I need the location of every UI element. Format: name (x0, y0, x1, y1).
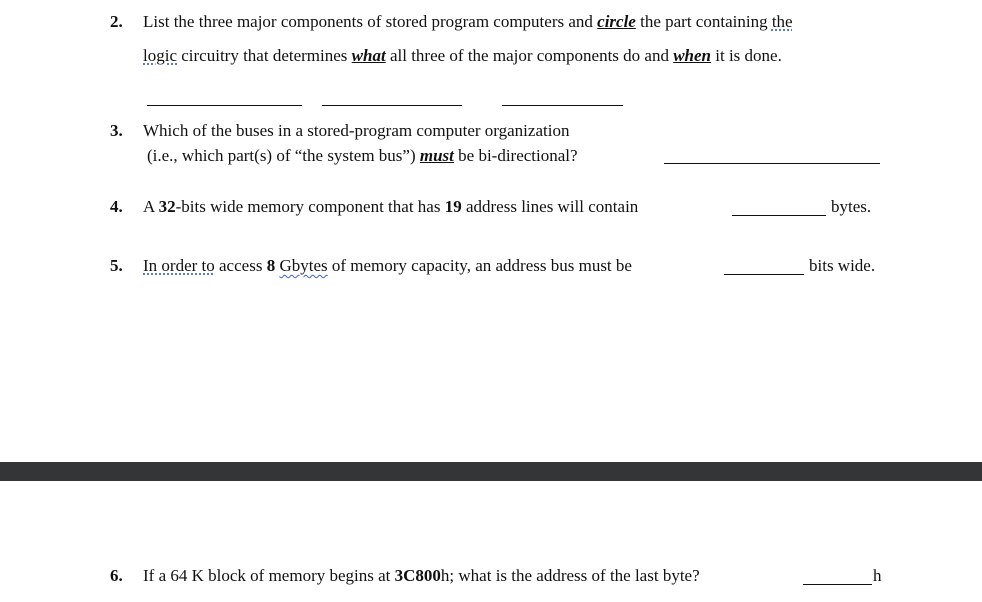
question-6-number: 6. (110, 566, 123, 585)
question-6-address-value: 3C800 (394, 566, 441, 585)
answer-blank-component-1[interactable] (147, 105, 302, 106)
question-4-text-a: A (143, 197, 159, 216)
answer-blank-component-3[interactable] (502, 105, 623, 106)
question-5-unit: bits wide. (809, 256, 876, 275)
question-2-text-logic: logic (143, 46, 177, 65)
question-6-text-a: If a 64 K block of memory begins at (143, 566, 395, 585)
question-4-bits-value: 32 (158, 197, 176, 216)
question-2-what-emphasis: what (351, 46, 386, 65)
question-6-text-b: ; what is the address of the last byte? (449, 566, 700, 585)
question-3-line-2 (147, 146, 578, 166)
question-4-text-b: -bits wide memory component that has (175, 197, 445, 216)
question-2-text-the: the (771, 12, 793, 31)
question-4-number: 4. (110, 197, 123, 216)
page-break-separator (0, 462, 982, 481)
question-2-number: 2. (110, 12, 123, 31)
question-5-text-a: access (214, 256, 267, 275)
answer-blank-bus-width[interactable] (724, 274, 804, 275)
question-2-line-1 (143, 12, 793, 32)
question-3-number: 3. (110, 121, 123, 140)
question-3-line-1: Which of the buses in a stored-program computer organization (143, 121, 570, 140)
answer-blank-component-2[interactable] (322, 105, 462, 106)
question-3-text-a: (i.e., which part(s) of “the system bus”) (147, 146, 420, 165)
question-5-text-gbytes: Gbytes (279, 256, 328, 275)
question-3-must-emphasis: must (419, 146, 454, 165)
question-4-line (143, 197, 638, 217)
answer-blank-last-byte-address[interactable] (803, 584, 872, 585)
answer-blank-bytes[interactable] (732, 215, 826, 216)
question-5-text-in-order-to: In order to (143, 256, 215, 275)
question-5-number: 5. (110, 256, 123, 275)
question-2-text-a: List the three major components of stored program computers and (143, 12, 598, 31)
question-2-line-2 (143, 46, 782, 66)
question-2-text-e: it is done. (711, 46, 782, 65)
answer-blank-bidirectional-buses[interactable] (664, 163, 880, 164)
question-2-text-b: the part containing (635, 12, 772, 31)
question-5-text-b: of memory capacity, an address bus must be (327, 256, 632, 275)
question-4-text-c: address lines will contain (461, 197, 639, 216)
question-6-hex-suffix: h (873, 566, 882, 585)
question-5-size-value: 8 (266, 256, 276, 275)
question-6-address-suffix: h (440, 566, 450, 585)
question-3-text-b: be bi-directional? (453, 146, 578, 165)
question-4-lines-value: 19 (444, 197, 462, 216)
question-2-text-c: circuitry that determines (177, 46, 352, 65)
question-2-text-d: all three of the major components do and (385, 46, 674, 65)
question-2-circle-emphasis: circle (597, 12, 636, 31)
question-6-line (143, 566, 700, 586)
question-2-when-emphasis: when (673, 46, 711, 65)
question-4-unit: bytes. (831, 197, 872, 216)
question-5-line (143, 256, 632, 276)
